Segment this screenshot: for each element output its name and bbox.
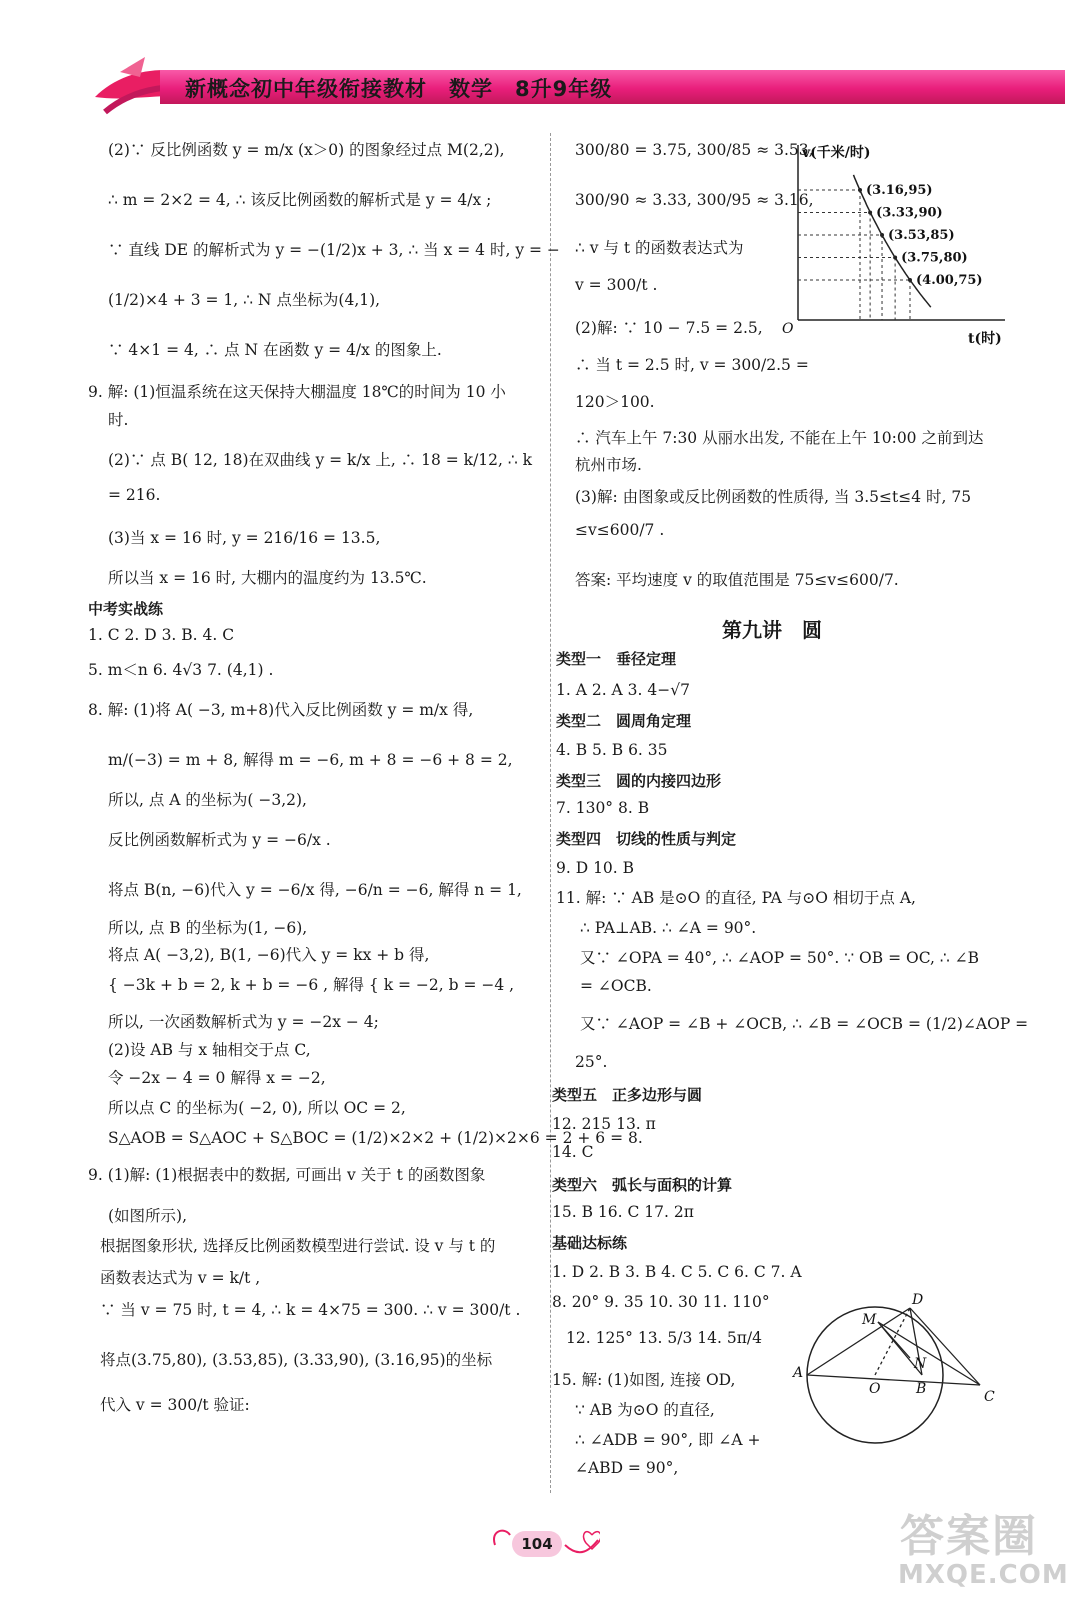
- point-label: (3.33,90): [876, 205, 943, 221]
- right-answer-line: 8. 20° 9. 35 10. 30 11. 110°: [552, 1293, 770, 1311]
- type-heading: 类型四 切线的性质与判定: [556, 830, 737, 848]
- right-answer-line: = ∠OCB.: [580, 977, 652, 995]
- right-text-line: 120＞100.: [575, 393, 655, 411]
- type-heading: 类型五 正多边形与圆: [552, 1086, 703, 1104]
- right-text-line: ∴ v 与 t 的函数表达式为: [575, 239, 744, 257]
- right-text-line: (3)解: 由图象或反比例函数的性质得, 当 3.5≤t≤4 时, 75: [575, 488, 972, 506]
- right-answer-line: 25°.: [575, 1053, 608, 1071]
- watermark-line1: 答案圈: [900, 1511, 1038, 1562]
- right-answer-line: 15. 解: (1)如图, 连接 OD,: [552, 1371, 736, 1389]
- left-text-line: ∵ 直线 DE 的解析式为 y = −(1/2)x + 3, ∴ 当 x = 4 时, y = −: [108, 241, 560, 259]
- type-heading: 基础达标练: [552, 1234, 628, 1252]
- point-label: (3.53,85): [888, 228, 955, 243]
- left-text-line: = 216.: [108, 486, 161, 504]
- left-text-line: (2)设 AB 与 x 轴相交于点 C,: [108, 1041, 311, 1059]
- type-heading: 类型一 垂径定理: [556, 650, 677, 668]
- right-answer-line: ∠ABD = 90°,: [575, 1459, 679, 1477]
- column-divider: [550, 133, 551, 1493]
- left-text-line: 所以, 一次函数解析式为 y = −2x − 4;: [108, 1013, 379, 1031]
- left-text-line: 将点(3.75,80), (3.53,85), (3.33,90), (3.16,95)的坐标: [100, 1351, 493, 1369]
- right-text-line: 300/90 ≈ 3.33, 300/95 ≈ 3.16,: [575, 191, 814, 209]
- watermark: [880, 1500, 1080, 1595]
- left-text-line: 反比例函数解析式为 y = −6/x .: [108, 831, 331, 849]
- page-header: [90, 52, 1065, 122]
- left-text-line: 根据图象形状, 选择反比例函数模型进行尝试. 设 v 与 t 的: [100, 1237, 496, 1255]
- left-text-line: { −3k + b = 2, k + b = −6 , 解得 { k = −2, b = −4 ,: [108, 976, 515, 994]
- right-answer-line: 7. 130° 8. B: [556, 799, 650, 817]
- right-text-line: 杭州市场.: [575, 456, 642, 474]
- line-mc: [878, 1322, 980, 1385]
- data-point: [868, 211, 872, 215]
- left-text-line: 所以, 点 B 的坐标为(1, −6),: [108, 919, 308, 937]
- figure-point-label: M: [862, 1312, 877, 1328]
- type-heading: 类型六 弧长与面积的计算: [552, 1176, 733, 1194]
- data-point: [858, 188, 862, 192]
- right-answer-line: ∵ AB 为⊙O 的直径,: [575, 1401, 715, 1419]
- right-text-line: 答案: 平均速度 v 的取值范围是 75≤v≤600/7.: [575, 571, 899, 589]
- line-mn: [878, 1322, 910, 1358]
- left-text-line: 所以点 C 的坐标为( −2, 0), 所以 OC = 2,: [108, 1099, 406, 1117]
- right-answer-line: 14. C: [552, 1143, 594, 1161]
- left-text-line: 函数表达式为 v = k/t ,: [100, 1269, 261, 1287]
- left-text-line: 1. C 2. D 3. B. 4. C: [88, 626, 235, 644]
- right-answer-line: 又∵ ∠AOP = ∠B + ∠OCB, ∴ ∠B = ∠OCB = (1/2)∠AOP =: [580, 1015, 1029, 1033]
- left-text-line: 时.: [108, 411, 129, 429]
- left-text-line: 9. 解: (1)恒温系统在这天保持大棚温度 18℃的时间为 10 小: [88, 383, 506, 401]
- left-text-line: (如图所示),: [108, 1207, 188, 1225]
- left-text-line: ∴ m = 2×2 = 4, ∴ 该反比例函数的解析式是 y = 4/x ;: [108, 191, 492, 209]
- type-heading: 类型三 圆的内接四边形: [556, 772, 722, 790]
- point-label: (4.00,75): [916, 273, 983, 288]
- data-point: [880, 233, 884, 237]
- watermark-line2: MXQE.COM: [898, 1560, 1069, 1590]
- figure-point-label: D: [912, 1292, 924, 1308]
- right-text-line: ≤v≤600/7 .: [575, 521, 665, 539]
- left-text-line: (1/2)×4 + 3 = 1, ∴ N 点坐标为(4,1),: [108, 291, 381, 309]
- left-text-line: 5. m＜n 6. 4√3 7. (4,1) .: [88, 661, 274, 679]
- left-text-line: (2)∵ 点 B( 12, 18)在双曲线 y = k/x 上, ∴ 18 = k/12, ∴ k: [108, 451, 533, 469]
- figure-point-label: N: [914, 1356, 927, 1372]
- right-answer-line: 15. B 16. C 17. 2π: [552, 1203, 694, 1221]
- type-heading: 类型二 圆周角定理: [556, 712, 692, 730]
- left-text-line: 所以当 x = 16 时, 大棚内的温度约为 13.5℃.: [108, 569, 427, 587]
- data-point: [908, 278, 912, 282]
- line-ac: [807, 1375, 980, 1385]
- left-section-heading: 中考实战练: [88, 600, 164, 618]
- right-answer-line: 又∵ ∠OPA = 40°, ∴ ∠AOP = 50°. ∵ OB = OC, ∴ ∠B: [580, 949, 980, 967]
- right-text-line: ∴ 当 t = 2.5 时, v = 300/2.5 =: [575, 356, 809, 374]
- origin-label: O: [782, 321, 794, 337]
- page-number: [490, 1525, 600, 1565]
- left-text-line: 将点 B(n, −6)代入 y = −6/x 得, −6/n = −6, 解得 n = 1,: [108, 881, 522, 899]
- right-answer-line: 12. 125° 13. 5/3 14. 5π/4: [566, 1329, 762, 1347]
- left-text-line: 8. 解: (1)将 A( −3, m+8)代入反比例函数 y = m/x 得,: [88, 701, 474, 719]
- right-text-line: v = 300/t .: [575, 276, 658, 294]
- figure-point-label: B: [916, 1381, 927, 1397]
- figure-point-label: C: [984, 1389, 995, 1405]
- figure-point-label: A: [793, 1365, 804, 1381]
- right-answer-line: 4. B 5. B 6. 35: [556, 741, 668, 759]
- left-text-line: S△AOB = S△AOC + S△BOC = (1/2)×2×2 + (1/2)×2×6 = 2 + 6 = 8.: [108, 1129, 643, 1147]
- right-answer-line: 11. 解: ∵ AB 是⊙O 的直径, PA 与⊙O 相切于点 A,: [556, 889, 916, 907]
- left-text-line: 代入 v = 300/t 验证:: [100, 1396, 250, 1414]
- point-label: (3.75,80): [901, 250, 968, 266]
- right-text-line: ∴ 汽车上午 7:30 从丽水出发, 不能在上午 10:00 之前到达: [575, 429, 984, 447]
- right-answer-line: 1. A 2. A 3. 4−√7: [556, 681, 690, 699]
- y-axis-label: v(千米/时): [802, 145, 871, 161]
- left-text-line: 9. (1)解: (1)根据表中的数据, 可画出 v 关于 t 的函数图象: [88, 1166, 486, 1184]
- right-answer-line: 9. D 10. B: [556, 859, 635, 877]
- circle-geometry-figure: [790, 1290, 1000, 1495]
- right-text-line: 300/80 = 3.75, 300/85 ≈ 3.53,: [575, 141, 814, 159]
- right-answer-line: 12. 215 13. π: [552, 1115, 656, 1133]
- left-text-line: 所以, 点 A 的坐标为( −3,2),: [108, 791, 307, 809]
- x-axis-label: t(时): [968, 331, 1002, 347]
- left-text-line: ∵ 当 v = 75 时, t = 4, ∴ k = 4×75 = 300. ∴ v = 300/t .: [100, 1301, 521, 1319]
- left-text-line: (2)∵ 反比例函数 y = m/x (x＞0) 的图象经过点 M(2,2),: [108, 141, 505, 159]
- point-label: (3.16,95): [866, 183, 933, 198]
- figure-point-label: O: [869, 1381, 881, 1397]
- left-text-line: 将点 A( −3,2), B(1, −6)代入 y = kx + b 得,: [108, 946, 430, 964]
- right-answer-line: 1. D 2. B 3. B 4. C 5. C 6. C 7. A: [552, 1263, 802, 1281]
- right-answer-line: ∴ PA⊥AB. ∴ ∠A = 90°.: [580, 919, 757, 937]
- header-title: 新概念初中年级衔接教材 数学 8升9年级: [185, 77, 613, 101]
- left-text-line: m/(−3) = m + 8, 解得 m = −6, m + 8 = −6 + 8 = 2,: [108, 751, 513, 769]
- right-text-line: (2)解: ∵ 10 − 7.5 = 2.5,: [575, 319, 763, 337]
- line-od: [875, 1308, 910, 1375]
- left-text-line: 令 −2x − 4 = 0 解得 x = −2,: [108, 1069, 326, 1087]
- section-title: 第九讲 圆: [722, 618, 822, 642]
- velocity-time-chart: [780, 135, 1020, 350]
- page-number-label: 104: [512, 1531, 562, 1557]
- left-text-line: ∵ 4×1 = 4, ∴ 点 N 在函数 y = 4/x 的图象上.: [108, 341, 442, 359]
- data-point: [893, 256, 897, 260]
- right-answer-line: ∴ ∠ADB = 90°, 即 ∠A +: [575, 1431, 761, 1449]
- left-text-line: (3)当 x = 16 时, y = 216/16 = 13.5,: [108, 529, 381, 547]
